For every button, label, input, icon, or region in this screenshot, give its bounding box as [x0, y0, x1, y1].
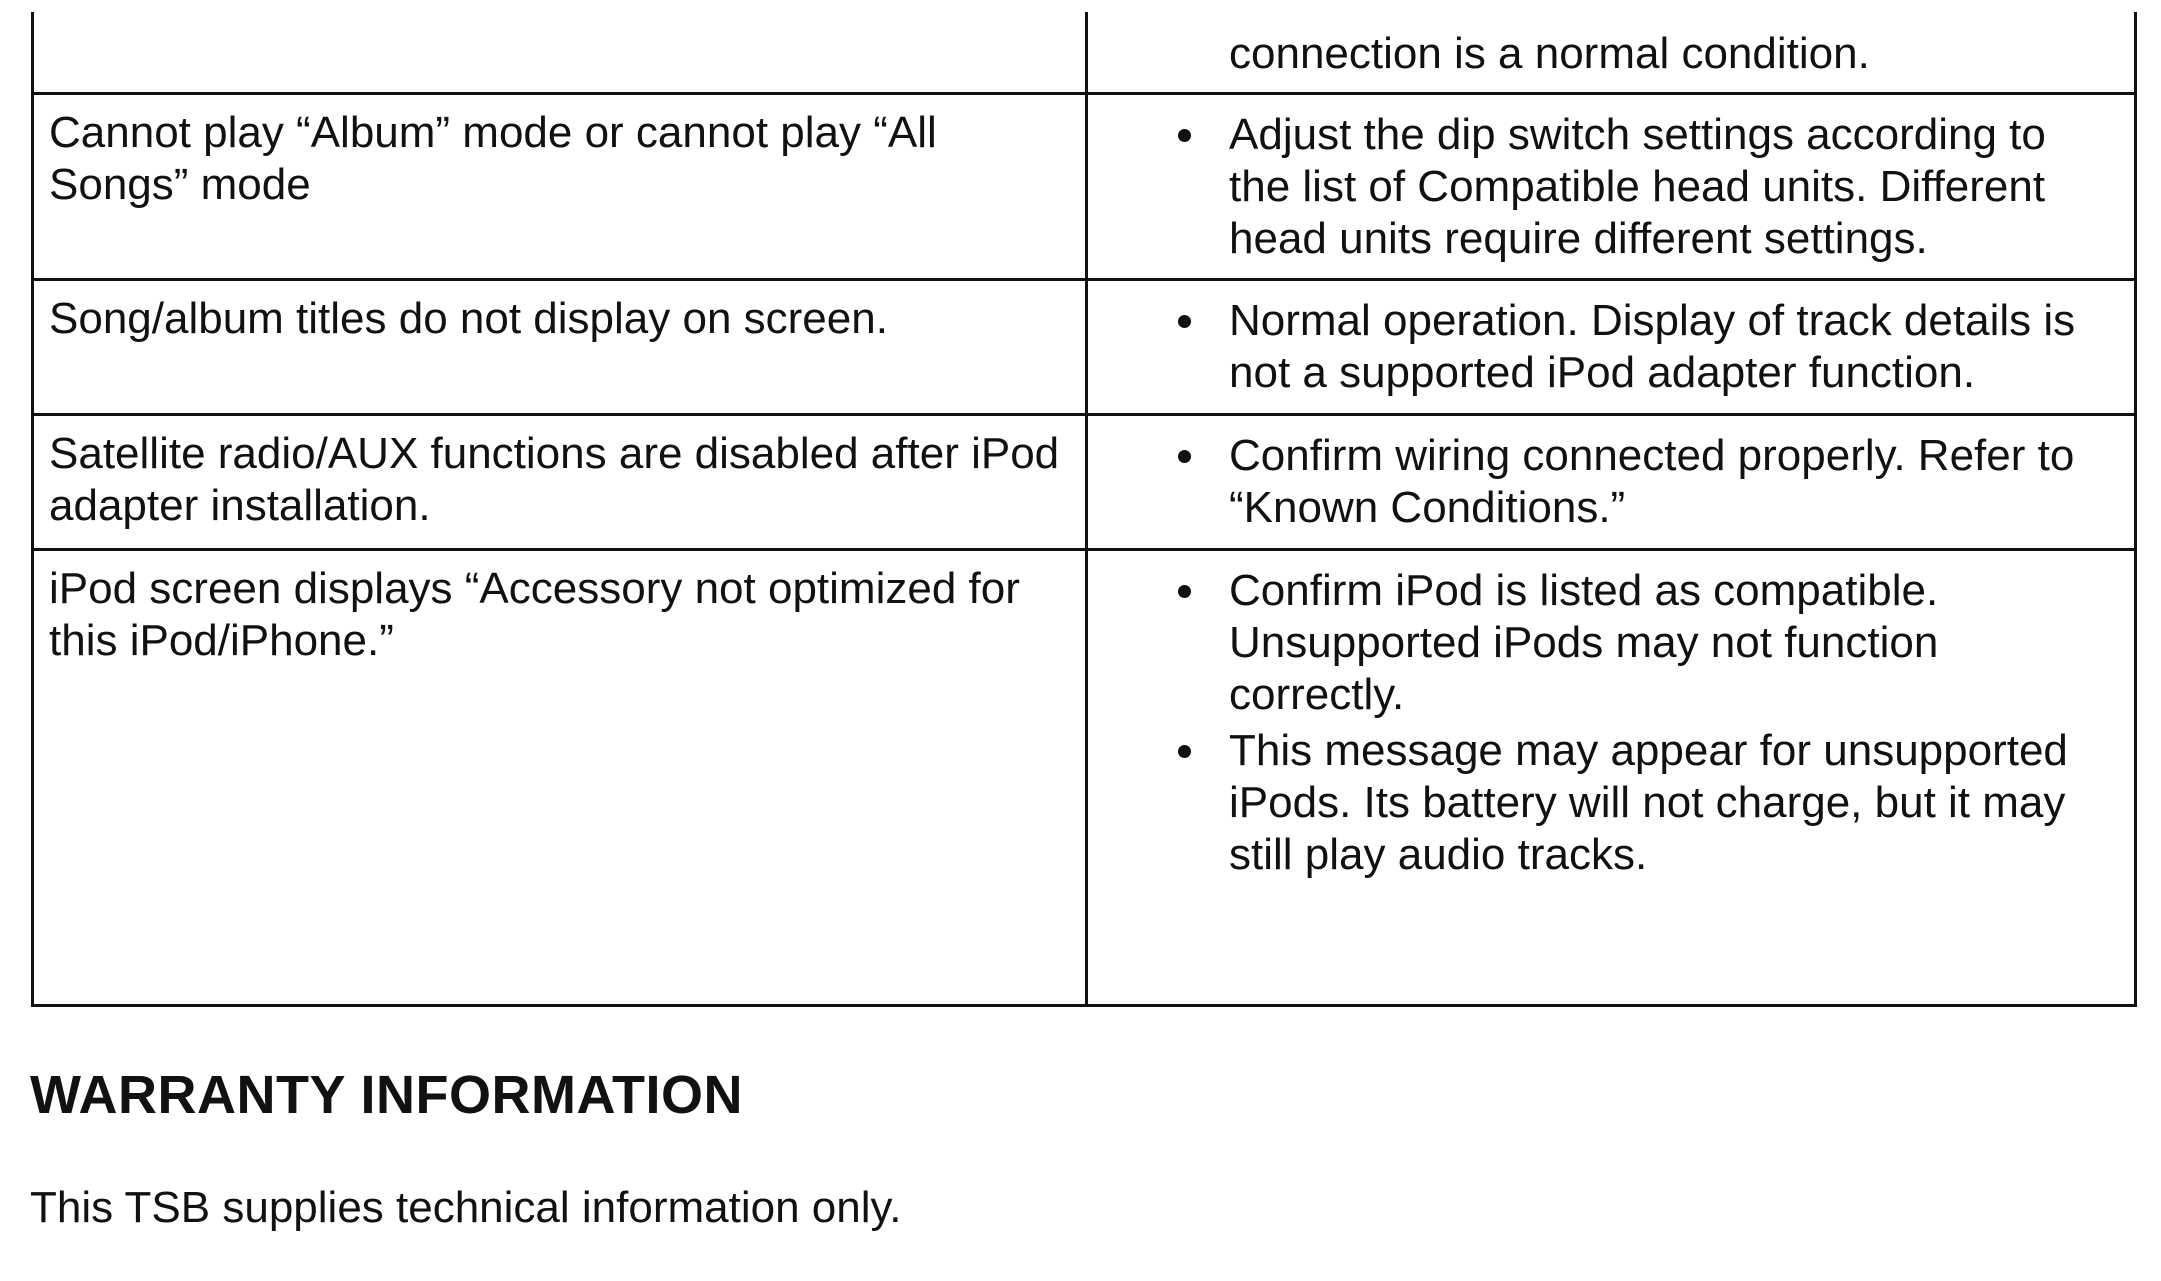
remedy-continuation-text: connection is a normal condition.: [1229, 29, 1870, 78]
list-item: [1088, 109, 2114, 265]
condition-cell: [33, 279, 1087, 414]
remedy-text: Confirm iPod is listed as compatible. Unsupported iPods may not function correctly.: [1229, 565, 1939, 719]
remedy-cell: [1087, 279, 2136, 414]
remedy-cell: [1087, 414, 2136, 549]
table-row: [33, 93, 2136, 279]
list-item: [1088, 295, 2114, 399]
remedy-list: [1088, 416, 2134, 534]
troubleshooting-table: [31, 12, 2137, 1007]
remedy-list: [1088, 95, 2134, 265]
remedy-text: Adjust the dip switch settings according to the list of Compatible head units. Different head units require different settings.: [1229, 109, 2046, 263]
table-row: [33, 279, 2136, 414]
list-item: [1088, 430, 2114, 534]
body-paragraph: This TSB supplies technical information only.: [30, 1183, 902, 1232]
condition-cell: [33, 414, 1087, 549]
condition-cell: [33, 549, 1087, 1005]
table-row: [33, 549, 2136, 1005]
condition-text: [34, 12, 1085, 24]
remedy-list: [1088, 281, 2134, 399]
condition-cell: [33, 12, 1087, 93]
condition-text: Cannot play “Album” mode or cannot play “All Songs” mode: [49, 107, 937, 209]
remedy-text: Confirm wiring connected properly. Refer to “Known Conditions.”: [1229, 430, 2075, 532]
remedy-cell: [1087, 12, 2136, 93]
bullet-icon: [1178, 315, 1191, 328]
table-row: [33, 12, 2136, 93]
bullet-icon: [1178, 129, 1191, 142]
bullet-icon: [1178, 450, 1191, 463]
bullet-icon: [1178, 745, 1191, 758]
remedy-text: Normal operation. Display of track details is not a supported iPod adapter function.: [1229, 295, 2076, 397]
bullet-icon: [1178, 585, 1191, 598]
remedy-text: This message may appear for unsupported iPods. Its battery will not charge, but it may still play audio tracks.: [1229, 725, 2068, 879]
condition-text: iPod screen displays “Accessory not optimized for this iPod/iPhone.”: [49, 563, 1020, 665]
section-heading: WARRANTY INFORMATION: [30, 1065, 743, 1125]
condition-text: Song/album titles do not display on screen.: [49, 293, 888, 343]
condition-cell: [33, 93, 1087, 279]
remedy-list: [1088, 551, 2134, 881]
list-item: [1088, 725, 2114, 881]
table-row: [33, 414, 2136, 549]
remedy-cell: [1087, 549, 2136, 1005]
condition-text: Satellite radio/AUX functions are disabled after iPod adapter installation.: [49, 428, 1060, 530]
list-item: [1088, 565, 2114, 721]
remedy-cell: [1087, 93, 2136, 279]
